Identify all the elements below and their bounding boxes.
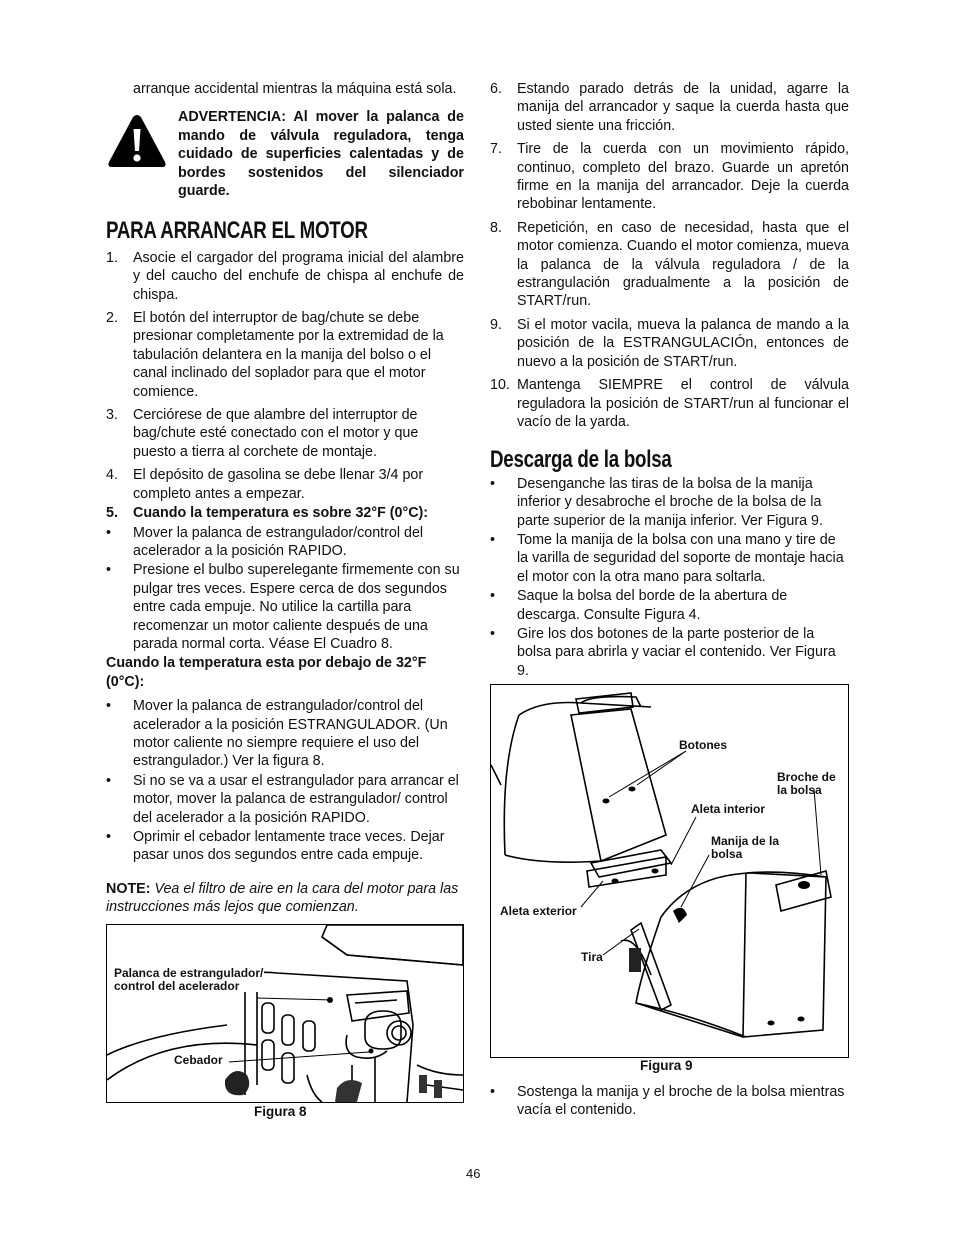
- label-botones: Botones: [679, 738, 727, 752]
- warm-bullet: • Mover la palanca de estrangulador/control del acelerador a la posición RAPIDO.: [106, 524, 424, 559]
- step-5: 5. Cuando la temperatura es sobre 32°F (0°C):: [106, 505, 429, 522]
- step-3: 3. Cerciórese de que alambre del interruptor de bag/chute esté conectado con el motor y que puesto a tierra al corchete de montaje.: [106, 407, 419, 460]
- section-heading-bag-unloading: Descarga de la bolsa: [490, 446, 672, 474]
- cold-heading: Cuando la temperatura esta por debajo de 32°F (0°C):: [106, 655, 427, 690]
- right-column: [490, 80, 849, 681]
- bag-bullet: • Saque la bolsa del borde de la abertura de descarga. Consulte Figura 4.: [490, 588, 788, 623]
- warning-block: [106, 108, 464, 200]
- figure-8-engine-illustration: [106, 924, 464, 1103]
- intro-text: arranque accidental mientras la máquina está sola.: [133, 81, 457, 97]
- step-1: 1. Asocie el cargador del programa inicial del alambre y del caucho del enchufe de chispa al enchufe de chispa.: [106, 249, 464, 303]
- page-number: 46: [466, 1166, 481, 1181]
- step-10: 10. Mantenga SIEMPRE el control de válvula reguladora la posición de START/run al funcionar el vacío de la yarda.: [490, 377, 849, 430]
- cold-bullet: • Oprimir el cebador lentamente trace veces. Dejar pasar unos dos segundos entre cada empuje.: [106, 829, 445, 864]
- note: NOTE: Vea el filtro de aire en la cara del motor para las instrucciones más lejos que comienzan.: [106, 880, 459, 916]
- section-heading-start-engine: PARA ARRANCAR EL MOTOR: [106, 217, 368, 245]
- label-primer: Cebador: [174, 1053, 223, 1067]
- label-aleta-exterior: Aleta exterior: [500, 904, 577, 918]
- warm-bullet: • Presione el bulbo superelegante firmemente con su pulgar tres veces. Espere cerca de dos segundos entre cada empuje. No utilice la cartilla para recomenzar un motor caliente después de una parada normal corta. Véase El Cuadro 8.: [106, 562, 460, 652]
- step-7: 7. Tire de la cuerda con un movimiento rápido, continuo, completo del brazo. Guarde un apretón firme en la manija del arrancador. Deje la cuerda rebobinar lentamente.: [490, 141, 849, 213]
- bag-drawing: [491, 685, 848, 1057]
- bag-bullet: • Desenganche las tiras de la bolsa de la manija inferior y desabroche el broche de la bolsa de la parte superior de la manija inferior. Ver Figura 9.: [490, 475, 823, 529]
- step-2: 2. El botón del interruptor de bag/chute se debe presionar completamente por la extremidad de la tabulación delantera en la manija del bolso o el canal inclinado del soplador para que el motor comience.: [106, 310, 444, 400]
- label-manija: Manija de la bolsa: [711, 834, 780, 861]
- figure-9-caption: Figura 9: [640, 1058, 693, 1073]
- cold-bullet: • Mover la palanca de estrangulador/control del acelerador a la posición ESTRANGULADOR. (Un motor caliente no siempre requiere el uso del estrangulador.) Ver la figura 8.: [106, 698, 448, 770]
- label-tira: Tira: [581, 950, 603, 964]
- figure-8-caption: Figura 8: [254, 1104, 307, 1119]
- label-throttle-lever: Palanca de estrangulador/ control del acelerador: [114, 966, 264, 993]
- bag-bullet: • Gire los dos botones de la parte posterior de la bolsa para abrirla y vaciar el contenido. Ver Figura 9.: [490, 625, 836, 679]
- engine-drawing: [107, 925, 463, 1102]
- last-bullet: • Sostenga la manija y el broche de la bolsa mientras vacía el contenido.: [490, 1084, 845, 1119]
- figure-9-bag-illustration: [490, 684, 849, 1058]
- step-9: 9. Si el motor vacila, mueva la palanca de mando a la posición de la ESTRANGULACIÓn, entonces de nuevo a la posición de START/run.: [490, 316, 849, 370]
- warning-text: ADVERTENCIA: Al mover la palanca de mando de válvula reguladora, tenga cuidado de superficies calentadas y de bordes sostenidos del silenciador guarde.: [178, 109, 464, 200]
- warning-triangle-icon: [106, 112, 168, 170]
- step-6: 6. Estando parado detrás de la unidad, agarre la manija del arrancador y saque la cuerda hasta que usted siente una fricción.: [490, 81, 849, 134]
- label-aleta-interior: Aleta interior: [691, 802, 766, 816]
- label-broche: Broche de la bolsa: [777, 770, 836, 797]
- left-column: [106, 80, 464, 917]
- step-8: 8. Repetición, en caso de necesidad, hasta que el motor comienza. Cuando el motor comienza, mueva la palanca de la válvula reguladora / de la estrangulación gradualmente a la posición de START/run.: [490, 219, 849, 310]
- step-4: 4. El depósito de gasolina se debe llenar 3/4 por completo antes a empezar.: [106, 467, 424, 502]
- cold-bullet: • Si no se va a usar el estrangulador para arrancar el motor, mover la palanca de estrangulador/ control del acelerador a la posición RAPIDO.: [106, 772, 459, 826]
- bag-bullet: • Tome la manija de la bolsa con una mano y tire de la varilla de seguridad del soporte de montaje hacia el motor con la otra mano para soltarla.: [490, 531, 844, 585]
